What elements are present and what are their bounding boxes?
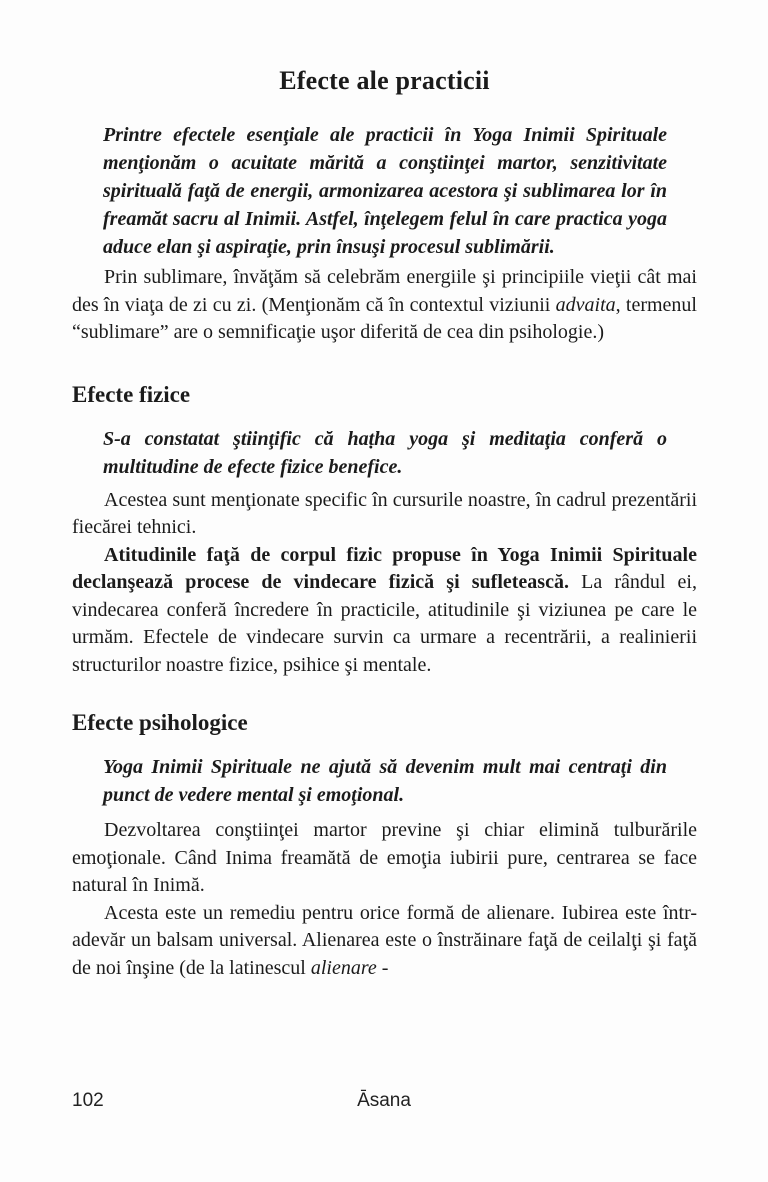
page-footer — [0, 1089, 768, 1113]
lead-quote-paragraph: Printre efectele esenţiale ale practicii în Yoga Inimii Spirituale menţionăm o acuitate mărită a conştiinţei martor, senzitivitate spirituală faţă de energii, armonizarea acestora şi sublimarea lor în freamăt sacru al Inimii. Astfel, înţelegem felul în care practica yoga aduce elan şi aspiraţie, prin însuşi procesul sublimării. — [103, 124, 667, 258]
italic-term-advaita: advaita — [555, 293, 616, 316]
page-title: Efecte ale practicii — [279, 66, 490, 95]
paragraph-acesta-text: Acesta este un remediu pentru orice formă de alienare. Iubirea este într-adevăr un balsam universal. Alienarea este o înstrăinare faţă de ceilalţi şi faţă de noi înşine (de la latinescul — [72, 901, 697, 979]
italic-term-alienare: alienare — [310, 956, 377, 979]
page-number: 102 — [72, 1090, 104, 1111]
running-title: Āsana — [357, 1090, 411, 1111]
section-heading-efecte-psihologice: Efecte psihologice — [72, 710, 248, 735]
paragraph-sublimare — [72, 264, 697, 347]
paragraph-sublimare-text: Prin sublimare, învăţăm să celebrăm energiile şi principiile vieţii cât mai des în viaţa de zi cu zi. (Menţionăm că în contextul viziunii — [72, 266, 697, 316]
paragraph-acesta — [72, 900, 697, 983]
paragraph-acesta-text-2: - — [376, 956, 389, 979]
quote-paragraph-centrati: Yoga Inimii Spirituale ne ajută să devenim mult mai centraţi din punct de vedere mental şi emoţional. — [103, 756, 667, 806]
section-heading-efecte-fizice: Efecte fizice — [72, 381, 191, 407]
paragraph-atitudinile-rest: La rândul ei, vindecarea conferă încredere în practicile, atitudinile şi viziunea pe care le urmăm. Efectele de vindecare survin ca urmare a recentrării, a realinierii structurilor noastre fizice, psihice şi mentale. — [72, 571, 697, 676]
paragraph-atitudinile-bold-lead: Atitudinile faţă de corpul fizic propuse în Yoga Inimii Spirituale declanşează procese de vindecare fizică şi sufletească. — [72, 543, 697, 593]
paragraph-atitudinile — [72, 542, 697, 680]
paragraph-dezvoltarea: Dezvoltarea conştiinţei martor previne şi chiar elimină tulburările emoţionale. Când Inima freamătă de emoţia iubirii pure, centrarea se face natural în Inimă. — [72, 819, 697, 896]
quote-paragraph-hatha: S-a constatat ştiinţific că haṭha yoga şi meditaţia conferă o multitudine de efecte fizice benefice. — [103, 427, 667, 478]
paragraph-acestea: Acestea sunt menţionate specific în cursurile noastre, în cadrul prezentării fiecărei tehnici. — [72, 488, 697, 538]
paragraph-sublimare-text-2: , termenul “sublimare” are o semnificaţie uşor diferită de cea din psihologie.) — [72, 293, 697, 343]
